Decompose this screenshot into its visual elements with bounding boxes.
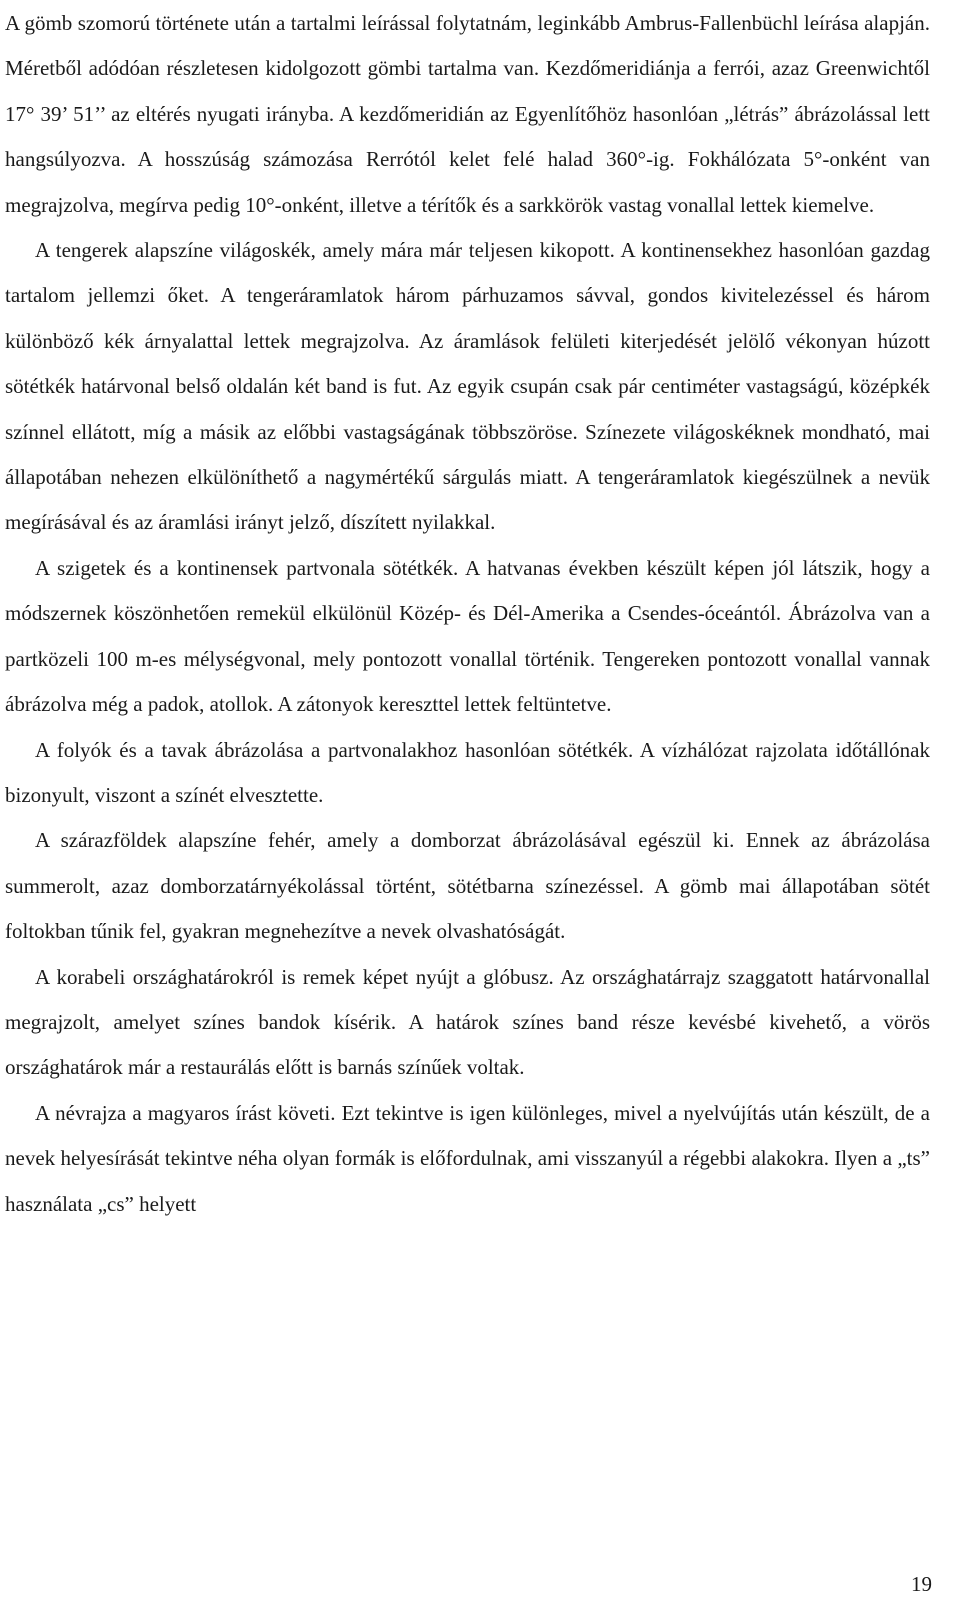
body-text — [5, 1, 930, 1227]
paragraph-3: A szigetek és a kontinensek partvonala sötétkék. A hatvanas években készült képen jól látszik, hogy a módszernek köszönhetően remekül elkülönül Közép- és Dél-Amerika a Csendes-óceántól. Ábrázolva van a partközeli 100 m-es mélységvonal, mely pontozott vonallal történik. Tengereken pontozott vonallal vannak ábrázolva még a padok, atollok. A zátonyok kereszttel lettek feltüntetve. — [5, 555, 930, 717]
paragraph-5: A szárazföldek alapszíne fehér, amely a domborzat ábrázolásával egészül ki. Ennek az ábrázolása summerolt, azaz domborzatárnyékolással történt, sötétbarna színezéssel. A gömb mai állapotában sötét foltokban tűnik fel, gyakran megnehezítve a nevek olvashatóságát. — [5, 828, 930, 944]
paragraph-7: A névrajza a magyaros írást követi. Ezt tekintve is igen különleges, mivel a nyelvújítás után készült, de a nevek helyesírását tekintve néha olyan formák is előfordulnak, ami visszanyúl a régebbi alakokra. Ilyen a „ts” használata „cs” helyett — [5, 1100, 930, 1216]
paragraph-6: A korabeli országhatárokról is remek képet nyújt a glóbusz. Az országhatárrajz szaggatott határvonallal megrajzolt, amelyet színes bandok kísérik. A határok színes band része kevésbé kivehető, a vörös országhatárok már a restaurálás előtt is barnás színűek voltak. — [5, 964, 930, 1080]
paragraph-4: A folyók és a tavak ábrázolása a partvonalakhoz hasonlóan sötétkék. A vízhálózat rajzolata időtállónak bizonyult, viszont a színét elvesztette. — [5, 737, 930, 807]
document-page — [5, 0, 930, 1610]
page-number: 19 — [911, 1572, 932, 1596]
paragraph-1: A gömb szomorú története után a tartalmi leírással folytatnám, leginkább Ambrus-Fallenbüchl leírása alapján. Méretből adódóan részletesen kidolgozott gömbi tartalma van. Kezdőmeridiánja a ferrói, azaz Greenwichtől 17° 39’ 51’’ az eltérés nyugati irányba. A kezdőmeridián az Egyenlítőhöz hasonlóan „létrás” ábrázolással lett hangsúlyozva. A hosszúság számozása Rerrótól kelet felé halad 360°-ig. Fokhálózata 5°-onként van megrajzolva, megírva pedig 10°-onként, illetve a térítők és a sarkkörök vastag vonallal lettek kiemelve. — [5, 11, 930, 217]
paragraph-2: A tengerek alapszíne világoskék, amely mára már teljesen kikopott. A kontinensekhez hasonlóan gazdag tartalom jellemzi őket. A tengeráramlatok három párhuzamos sávval, gondos kivitelezéssel és három különböző kék árnyalattal lettek megrajzolva. Az áramlások felületi kiterjedését jelölő vékonyan húzott sötétkék határvonal belső oldalán két band is fut. Az egyik csupán csak pár centiméter vastagságú, középkék színnel ellátott, míg a másik az előbbi vastagságának többszöröse. Színezete világoskéknek mondható, mai állapotában nehezen elkülöníthető a nagymértékű sárgulás miatt. A tengeráramlatok kiegészülnek a nevük megírásával és az áramlási irányt jelző, díszített nyilakkal. — [5, 238, 930, 535]
